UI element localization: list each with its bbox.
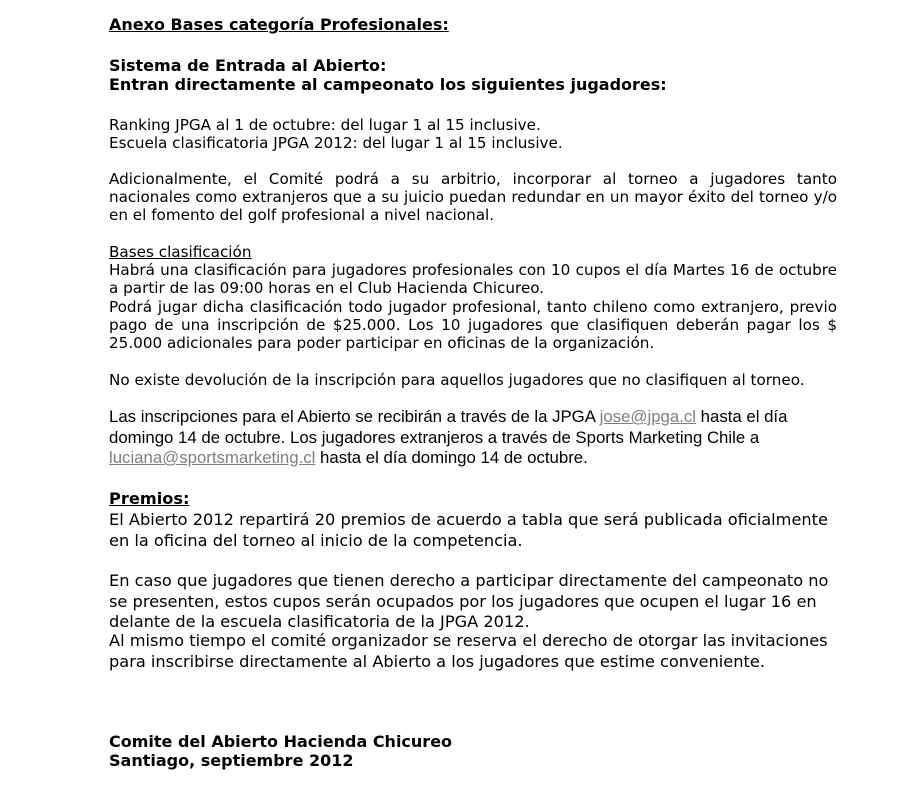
sportsmarketing-email-link[interactable]: luciana@sportsmarketing.cl (109, 448, 316, 467)
prizes-paragraph-3: Al mismo tiempo el comité organizador se reserva el derecho de otorgar las invitaciones para inscribirse directamente al Abierto a los jugadores que estime conveniente. (109, 631, 828, 671)
entry-system-title: Sistema de Entrada al Abierto: (109, 56, 387, 75)
committee-paragraph: Adicionalmente, el Comité podrá a su arbitrio, incorporar al torneo a jugadores tanto nacionales como extranjeros que a su juicio puedan redundar en un mayor éxito del torneo y/o en el fomento del golf profesional a nivel nacional. (109, 170, 837, 224)
prizes-paragraph-2: En caso que jugadores que tienen derecho a participar directamente del campeonato no se presenten, estos cupos serán ocupados por los jugadores que ocupen el lugar 16 en delante de la escuela clasificatoria de la JPGA 2012. (109, 571, 829, 631)
qualification-paragraph-2: Podrá jugar dicha clasificación todo jugador profesional, tanto chileno como extranjero, previo pago de una inscripción de $25.000. Los 10 jugadores que clasifiquen deberán pagar los $ 25.000 adicionales para poder participar en oficinas de la organización. (109, 298, 837, 352)
school-line: Escuela clasificatoria JPGA 2012: del lugar 1 al 15 inclusive. (109, 134, 563, 152)
jpga-email-link[interactable]: jose@jpga.cl (599, 407, 696, 426)
registration-text-3: hasta el día domingo 14 de octubre. (315, 448, 588, 467)
entry-system-subtitle: Entran directamente al campeonato los siguientes jugadores: (109, 75, 667, 94)
qualification-paragraph-1: Habrá una clasificación para jugadores profesionales con 10 cupos el día Martes 16 de octubre a partir de las 09:00 horas en el Club Hacienda Chicureo. (109, 261, 837, 297)
registration-paragraph (109, 407, 837, 469)
qualification-title: Bases clasificación (109, 243, 252, 261)
registration-text-2: hasta el día domingo 14 de octubre. Los jugadores extranjeros a través de Sports Marketing Chile a (109, 407, 788, 447)
signature-place-date: Santiago, septiembre 2012 (109, 751, 354, 770)
ranking-line: Ranking JPGA al 1 de octubre: del lugar 1 al 15 inclusive. (109, 116, 541, 134)
prizes-title: Premios: (109, 489, 190, 508)
no-refund-note: No existe devolución de la inscripción para aquellos jugadores que no clasifiquen al torneo. (109, 371, 805, 389)
signature-committee: Comite del Abierto Hacienda Chicureo (109, 732, 453, 751)
prizes-paragraph-1: El Abierto 2012 repartirá 20 premios de acuerdo a tabla que será publicada oficialmente en la oficina del torneo al inicio de la competencia. (109, 510, 828, 550)
registration-text-1: Las inscripciones para el Abierto se recibirán a través de la JPGA (109, 407, 600, 426)
document-heading: Anexo Bases categoría Profesionales: (109, 15, 449, 34)
